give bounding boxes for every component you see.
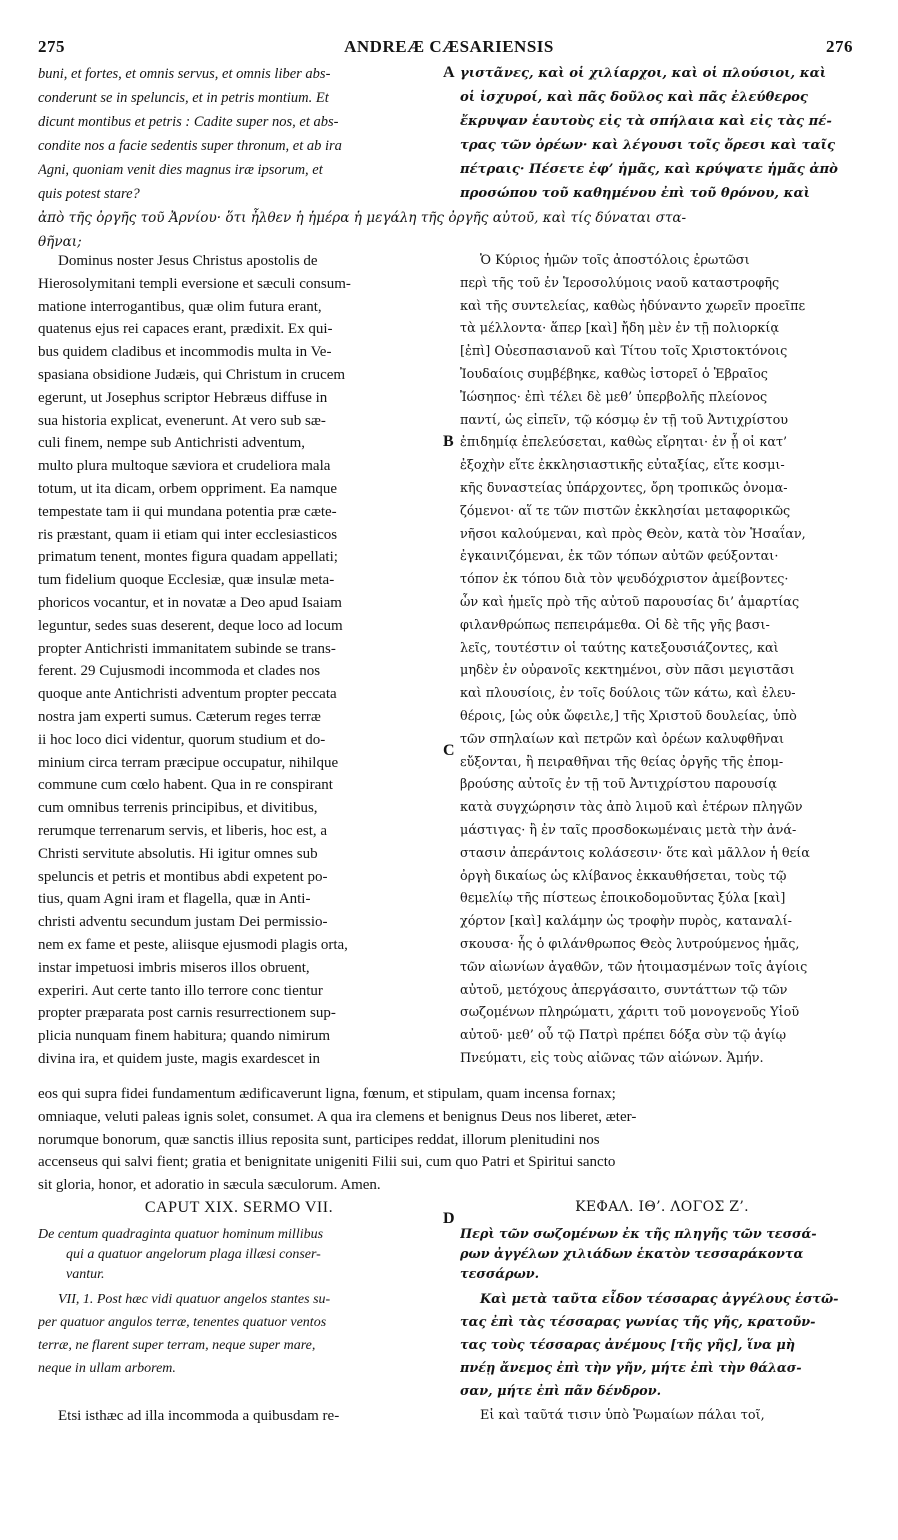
text-line: Ἰουδαίοις συμβέβηκε, καθὼς ἱστορεῖ ὁ Ἑβραῖος	[460, 366, 768, 382]
latin-chapter-heading: CAPUT XIX. SERMO VII.	[144, 1199, 334, 1216]
top-latin-block	[38, 62, 440, 206]
text-line: ὧν καὶ ἡμεῖς πρὸ τῆς αὐτοῦ παρουσίας δι’ ἁμαρτίας	[460, 594, 800, 610]
latin-conclusion-full-width	[38, 1083, 864, 1197]
text-line: περὶ τῆς τοῦ ἐν Ἱεροσολύμοις ναοῦ καταστροφῆς	[460, 275, 780, 291]
text-line: Hierosolymitani templi eversione et sæculi consum-	[38, 275, 351, 292]
text-line: quoque ante Antichristi adventum propter peccata	[38, 686, 337, 703]
text-line: qui a quatuor angelorum plaga illæsi conser-	[66, 1247, 321, 1262]
text-line: christi adventu secundum justam Dei permissio-	[38, 914, 328, 931]
text-line: minium circa terram præcipue occupatur, nihilque	[38, 754, 339, 771]
text-line: λεῖς, τουτέστιν οἱ ταύτης κατεξουσιάζοντες, καὶ	[460, 640, 779, 656]
text-line: quis potest stare?	[38, 186, 140, 202]
text-line: matione interrogantibus, quæ olim futura erant,	[38, 298, 322, 315]
text-line: quatenus ejus rei capaces erant, prædixit. Ex qui-	[38, 321, 333, 338]
text-line: μάστιγας· ἢ ἐν ταῖς προσδοκωμέναις μετὰ τὴν ἀνά-	[460, 822, 797, 838]
text-line: αὐτοῦ, μετόχους ἀπεργάσαιτο, συντάττων τῷ τῶν	[460, 982, 788, 998]
text-line: τεσσάρων.	[460, 1267, 540, 1282]
text-line: κῆς δυναστείας ὑπάρχοντες, ὄρη τροπικῶς ὀνομα-	[460, 480, 788, 496]
text-line: commune cum cœlo habent. Qua in re conspirant	[38, 777, 333, 794]
text-line: αὐτοῦ· μεθ’ οὗ τῷ Πατρὶ πρέπει δόξα σὺν τῷ ἁγίῳ	[460, 1028, 787, 1044]
text-line: τόπον ἐκ τόπου διὰ τὸν ψευδόχριστον ἀμείβοντες·	[460, 572, 789, 588]
text-line: phoricos vocantur, et in novatæ a Deo apud Isaiam	[38, 594, 342, 611]
section-marker-c: C	[443, 742, 455, 759]
text-line: sit gloria, honor, et adoratio in sæcula sæculorum. Amen.	[38, 1177, 381, 1194]
text-line: θεμελίῳ τῆς πίστεως ἐποικοδομοῦντας ξύλα [καὶ]	[460, 891, 786, 907]
text-line: experiri. Aut certe tanto illo terrore conc tientur	[38, 982, 323, 999]
text-line: φιλανθρώπως πεπειράμεθα. Οἱ δὲ τῆς γῆς βασι-	[460, 617, 770, 633]
latin-chapter-body	[38, 1405, 440, 1428]
text-line: totum, ut ita dicam, orbem oppriment. Ea namque	[38, 480, 338, 497]
text-line: divina ira, et quidem juste, magis exardescet in	[38, 1050, 320, 1067]
text-line: προσώπου τοῦ καθημένου ἐπὶ τοῦ θρόνου, καὶ	[460, 186, 810, 201]
text-line: vantur.	[66, 1267, 105, 1282]
text-line: Ὁ Κύριος ἡμῶν τοῖς ἀποστόλοις ἐρωτῶσι	[480, 253, 750, 268]
text-line: VII, 1. Post hæc vidi quatuor angelos stantes su-	[58, 1292, 331, 1307]
text-line: Etsi isthæc ad illa incommoda a quibusdam re-	[58, 1408, 340, 1424]
text-line: γιστᾶνες, καὶ οἱ χιλίαρχοι, καὶ οἱ πλούσιοι, καὶ	[460, 66, 827, 81]
text-line: primatum tenent, montes figura quadam appellati;	[38, 549, 338, 566]
text-line: τας ἐπὶ τὰς τέσσαρας γωνίας τῆς γῆς, κρατοῦν-	[460, 1315, 816, 1330]
text-line: nem ex fame et peste, aliisque ejusmodi plagis orta,	[38, 936, 348, 953]
text-line: omniaque, veluti paleas ignis solet, consumet. A qua ira clemens et benignus Deus nos liberet, æter-	[38, 1108, 637, 1125]
text-line: instar impetuosi imbris miseros illos obruent,	[38, 959, 310, 976]
text-line: Περὶ τῶν σωζομένων ἐκ τῆς πληγῆς τῶν τεσσά-	[460, 1227, 817, 1242]
latin-chapter-subtitle	[38, 1225, 440, 1285]
text-line: τρας τῶν ὀρέων· καὶ λέγουσι τοῖς ὄρεσι καὶ ταῖς	[460, 138, 836, 153]
text-line: bus quidem cladibus et incommodis multa in Ve-	[38, 344, 332, 361]
running-title: ANDREÆ CÆSARIENSIS	[344, 37, 554, 56]
text-line: πνέῃ ἄνεμος ἐπὶ τὴν γῆν, μήτε ἐπὶ τὴν θάλασ-	[460, 1361, 802, 1376]
text-line: τὰ μέλλοντα· ἅπερ [καὶ] ἤδη μὲν ἐν τῇ πολιορκίᾳ	[460, 321, 780, 337]
text-line: propter præparata post carnis resurrectionem sup-	[38, 1005, 336, 1022]
text-line: Dominus noster Jesus Christus apostolis de	[58, 253, 318, 269]
text-line: condite nos a facie sedentis super thronum, et ab ira	[38, 138, 342, 154]
text-line: tum fidelium quoque Ecclesiæ, quæ insulæ meta-	[38, 572, 335, 589]
greek-chapter-body	[460, 1405, 864, 1428]
top-greek-block	[460, 62, 862, 206]
text-line: nostra jam experti sumus. Cæterum reges terræ	[38, 708, 321, 725]
text-line: tempestate tam ii qui mundana potentia præ cæte-	[38, 503, 337, 520]
text-line: ρων ἀγγέλων χιλιάδων ἑκατὸν τεσσαράκοντα	[460, 1247, 804, 1262]
text-line: πέτραις· Πέσετε ἐφ’ ἡμᾶς, καὶ κρύψατε ἡμᾶς ἀπὸ	[460, 162, 838, 177]
text-line: σκουσα· ἧς ὁ φιλάνθρωπος Θεὸς λυτρούμενος ἡμᾶς,	[460, 936, 800, 952]
text-line: σωζομένων πληρώματι, χάριτι τοῦ μονογενοῦς Υἱοῦ	[460, 1005, 800, 1021]
text-line: [ἐπὶ] Οὐεσπασιανοῦ καὶ Τίτου τοῖς Χριστοκτόνοις	[460, 344, 788, 360]
text-line: tius, quam Agni iram et flagella, quæ in Anti-	[38, 891, 311, 908]
text-line: De centum quadraginta quatuor hominum millibus	[38, 1227, 324, 1242]
top-greek-full-width	[38, 206, 862, 254]
text-line: ἐπιδημίᾳ ἐπελεύσεται, καθὼς εἴρηται· ἐν ᾗ οἱ κατ’	[460, 435, 788, 451]
text-line: εὔξονται, ἢ πειραθῆναι τῆς θείας ὀργῆς τῆς ἐπομ-	[460, 754, 784, 770]
text-line: per quatuor angulos terræ, tenentes quatuor ventos	[38, 1315, 327, 1330]
text-line: ferent. 29 Cujusmodi incommoda et clades nos	[38, 663, 321, 680]
text-line: ris præstant, quam ii etiam qui inter ecclesiasticos	[38, 526, 338, 543]
text-line: καὶ πλουσίοις, ἐν τοῖς δούλοις τῶν κάτω, καὶ ἐλευ-	[460, 686, 796, 702]
page-number-left: 275	[38, 37, 65, 56]
text-line: χόρτον [καὶ] καλάμην ὡς τροφὴν πυρὸς, καταναλί-	[460, 914, 792, 930]
text-line: neque in ullam arborem.	[38, 1361, 176, 1376]
text-line: norumque bonorum, quæ sanctis illius reposita sunt, participes reddat, illorum plenitudini nos	[38, 1131, 600, 1148]
text-line: leguntur, sedes suas deserent, deque loco ad locum	[38, 617, 343, 634]
text-line: spasiana obsidione Judæis, qui Christum in crucem	[38, 366, 346, 383]
text-line: accenseus qui salvi fient; gratia et benignitate unigeniti Filii sui, cum quo Patri et Spiritui sancto	[38, 1154, 616, 1171]
text-line: propter Antichristi immanitatem subinde se trans-	[38, 640, 336, 657]
text-line: terræ, ne flarent super terram, neque super mare,	[38, 1338, 316, 1353]
text-line: τῶν σπηλαίων καὶ πετρῶν καὶ ὀρέων καλυφθῆναι	[460, 731, 785, 747]
text-line: conderunt se in speluncis, et in petris montium. Et	[38, 90, 329, 106]
text-line: βρούσης αὐτοῖς ἐν τῇ τοῦ Ἀντιχρίστου παρουσίᾳ	[460, 777, 777, 793]
text-line: νῆσοι καλούμεναι, καὶ πρὸς Θεὸν, κατὰ τὸν Ἡσαΐαν,	[460, 526, 806, 542]
text-line: plicia nunquam finem habitura; quando nimirum	[38, 1028, 331, 1045]
text-line: Ἰώσηπος· ἐπὶ τέλει δὲ μεθ’ ὑπερβολῆς πλείονος	[460, 389, 768, 405]
text-line: eos qui supra fidei fundamentum ædificaverunt ligna, fœnum, et stipulam, quam incensa fornax;	[38, 1086, 616, 1102]
text-line: speluncis et petris et montibus abdi expetent po-	[38, 868, 328, 885]
text-line: σαν, μήτε ἐπὶ πᾶν δένδρον.	[460, 1384, 662, 1399]
text-line: τας τοὺς τέσσαρας ἀνέμους [τῆς γῆς], ἵνα μὴ	[460, 1338, 795, 1353]
text-line: ἐξοχὴν εἴτε ἐκκλησιαστικῆς εὐταξίας, εἴτε κοσμι-	[460, 458, 785, 474]
section-marker-a: A	[443, 64, 455, 81]
text-line: Christi servitute absolutis. Hi igitur omnes sub	[38, 845, 318, 862]
text-line: κατὰ συγχώρησιν τὰς ἀπὸ λιμοῦ καὶ ἑτέρων πληγῶν	[460, 800, 803, 816]
text-line: τῶν αἰωνίων ἀγαθῶν, τῶν ἡτοιμασμένων τοῖς ἁγίοις	[460, 959, 808, 975]
page-number-right: 276	[826, 37, 853, 56]
text-line: multo plura multoque sæviora et crudeliora mala	[38, 458, 331, 475]
greek-chapter-heading: ΚΕΦΑΛ. ΙΘ’. ΛΟΓΟΣ Ζ’.	[575, 1199, 749, 1215]
text-line: Καὶ μετὰ ταῦτα εἶδον τέσσαρας ἀγγέλους ἑστῶ-	[480, 1292, 839, 1307]
text-line: στασιν ἀπεράντοις κολάσεσιν· ὅτε καὶ μᾶλλον ἡ θεία	[460, 845, 810, 861]
greek-verse-text	[460, 1288, 864, 1403]
text-line: θέροις, [ὡς οὐκ ὤφειλε,] τῆς Χριστοῦ δουλείας, ὑπὸ	[460, 708, 797, 724]
text-line: ζόμενοι· αἵ τε τῶν πιστῶν ἐκκλησίαι μεταφορικῶς	[460, 503, 791, 519]
greek-commentary-column	[460, 250, 864, 1071]
text-line: dicunt montibus et petris : Cadite super nos, et abs-	[38, 114, 339, 130]
text-line: cum omnibus terrenis principibus, et divitibus,	[38, 800, 318, 817]
text-line: ὀργὴ δικαίως ὡς κλίβανος ἐκκαυθήσεται, τοὺς τῷ	[460, 868, 787, 884]
text-line: καὶ τῆς συντελείας, καθὼς ἠδύναντο χωρεῖν προεῖπε	[460, 298, 806, 314]
text-line: rerumque terrenarum servis, et liberis, hoc est, a	[38, 822, 328, 839]
text-line: ii hoc loco dici videntur, quorum studium et do-	[38, 731, 326, 748]
text-line: buni, et fortes, et omnis servus, et omnis liber abs-	[38, 66, 331, 82]
greek-chapter-subtitle	[460, 1225, 864, 1285]
latin-verse-text	[38, 1288, 440, 1380]
latin-commentary-column	[38, 250, 438, 1071]
text-line: egerunt, ut Josephus scriptor Hebræus diffuse in	[38, 389, 328, 406]
text-line: μηδὲν ἐν οὐρανοῖς κεκτημένοι, σὺν πᾶσι μεγιστᾶσι	[460, 663, 795, 679]
text-line: Εἰ καὶ ταῦτά τισιν ὑπὸ Ῥωμαίων πάλαι τοῖ,	[480, 1408, 765, 1423]
text-line: ἐγκαινιζόμεναι, ἐκ τῶν τόπων αὐτῶν φεύξονται·	[460, 549, 779, 565]
section-marker-b: B	[443, 433, 454, 450]
text-line: culi finem, nempe sub Antichristi adventum,	[38, 435, 306, 452]
text-line: οἱ ἰσχυροί, καὶ πᾶς δοῦλος καὶ πᾶς ἐλεύθερος	[460, 90, 808, 105]
text-line: Πνεύματι, εἰς τοὺς αἰῶνας τῶν αἰώνων. Ἀμήν.	[460, 1050, 764, 1066]
section-marker-d: D	[443, 1210, 455, 1227]
text-line: ἔκρυψαν ἑαυτοὺς εἰς τὰ σπήλαια καὶ εἰς τὰς πέ-	[460, 114, 832, 129]
text-line: Agni, quoniam venit dies magnus iræ ipsorum, et	[38, 162, 323, 178]
text-line: ἀπὸ τῆς ὀργῆς τοῦ Ἀρνίου· ὅτι ἦλθεν ἡ ἡμέρα ἡ μεγάλη τῆς ὀργῆς αὐτοῦ, καὶ τίς δύναται στα-	[38, 210, 687, 226]
text-line: θῆναι;	[38, 234, 82, 250]
text-line: παντί, ὡς εἰπεῖν, τῷ κόσμῳ ἐν τῇ τοῦ Ἀντιχρίστου	[460, 412, 789, 428]
text-line: sua historia explicat, evenerunt. At vero sub sæ-	[38, 412, 326, 429]
